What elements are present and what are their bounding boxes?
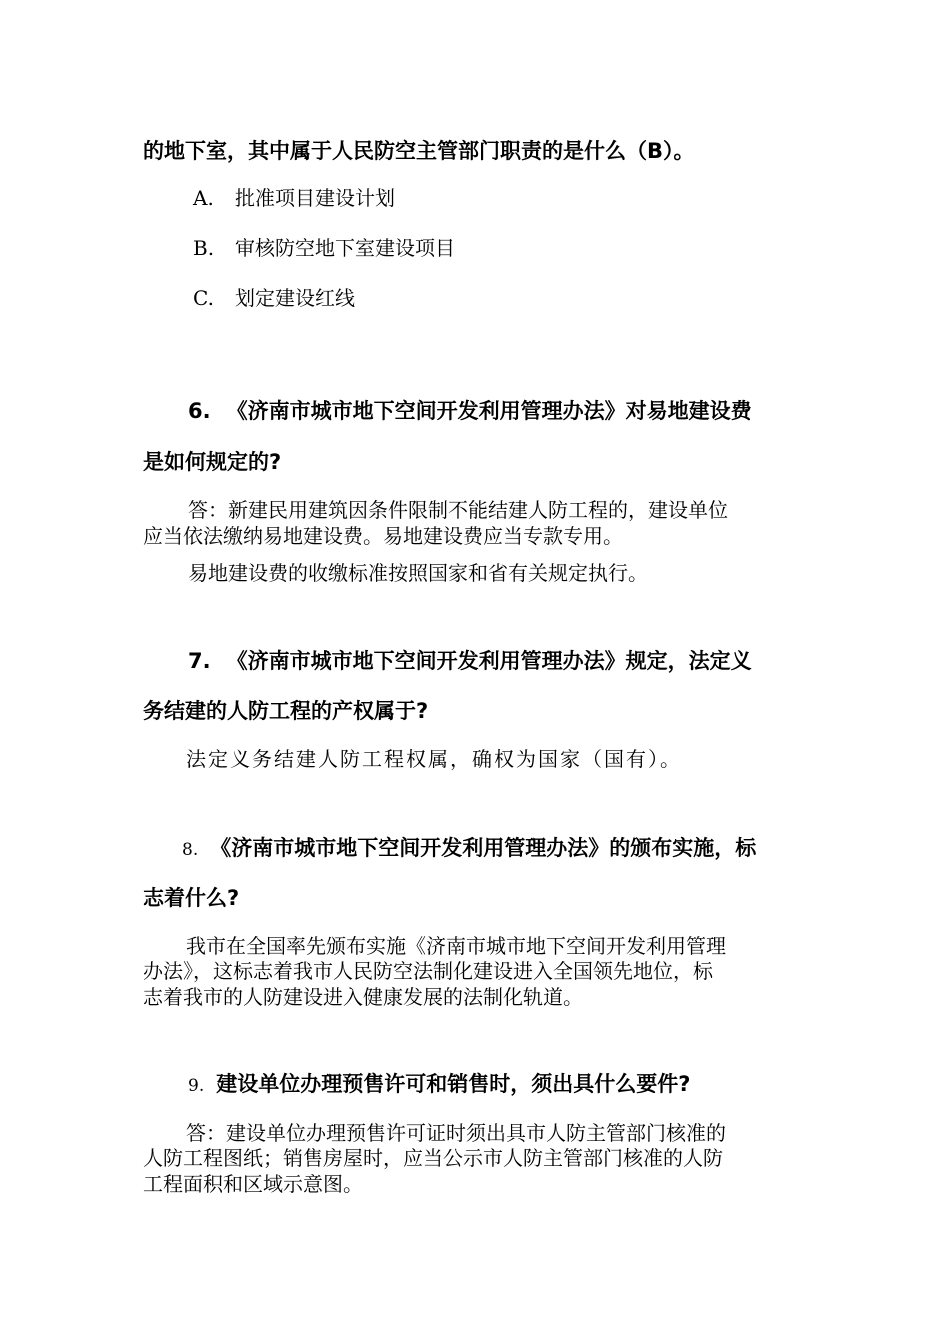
q6-title-line1 <box>188 401 752 422</box>
q8-answer-line1: 我市在全国率先颁布实施《济南市城市地下空间开发利用管理 <box>186 934 726 958</box>
q9-answer-line3: 工程面积和区域示意图。 <box>143 1172 363 1196</box>
option-c-text: 划定建设红线 <box>235 286 355 310</box>
q8-title-line1 <box>182 838 756 859</box>
question-stem: 的地下室，其中属于人民防空主管部门职责的是什么（B）。 <box>143 139 695 163</box>
option-b-letter: B. <box>193 236 215 260</box>
q9-answer-line1: 答：建设单位办理预售许可证时须出具市人防主管部门核准的 <box>186 1121 726 1145</box>
q7-answer-line1: 法定义务结建人防工程权属，确权为国家（国有）。 <box>186 747 682 771</box>
q7-title-line1 <box>188 651 752 672</box>
q8-title-text: 《济南市城市地下空间开发利用管理办法》的颁布实施，标 <box>210 836 757 860</box>
option-c-letter: C. <box>193 286 214 310</box>
q6-title-text: 《济南市城市地下空间开发利用管理办法》对易地建设费 <box>226 399 752 423</box>
q8-number: 8. <box>182 840 199 860</box>
q6-title-line2: 是如何规定的? <box>143 450 282 474</box>
q6-answer-line3: 易地建设费的收缴标准按照国家和省有关规定执行。 <box>188 561 648 585</box>
q8-answer-line2: 办法》，这标志着我市人民防空法制化建设进入全国领先地位，标 <box>143 959 713 983</box>
option-a-text: 批准项目建设计划 <box>235 186 395 210</box>
option-c <box>193 288 355 308</box>
q6-answer-line1: 答：新建民用建筑因条件限制不能结建人防工程的，建设单位 <box>188 498 728 522</box>
option-b <box>193 238 455 258</box>
option-a-letter: A. <box>193 186 214 210</box>
q9-number: 9. <box>188 1076 205 1096</box>
q9-answer-line2: 人防工程图纸；销售房屋时，应当公示市人防主管部门核准的人防 <box>143 1146 723 1170</box>
q9-title-text: 建设单位办理预售许可和销售时，须出具什么要件? <box>216 1072 691 1096</box>
q7-title-text: 《济南市城市地下空间开发利用管理办法》规定，法定义 <box>226 649 752 673</box>
q7-title-line2: 务结建的人防工程的产权属于? <box>143 699 429 723</box>
option-a <box>193 188 395 208</box>
q6-number: 6. <box>188 399 211 423</box>
q8-title-line2: 志着什么? <box>143 886 240 910</box>
q6-answer-line2: 应当依法缴纳易地建设费。易地建设费应当专款专用。 <box>143 524 623 548</box>
option-b-text: 审核防空地下室建设项目 <box>235 236 455 260</box>
q8-answer-line3: 志着我市的人防建设进入健康发展的法制化轨道。 <box>143 985 583 1009</box>
q9-title-line1 <box>188 1074 690 1095</box>
q7-number: 7. <box>188 649 211 673</box>
